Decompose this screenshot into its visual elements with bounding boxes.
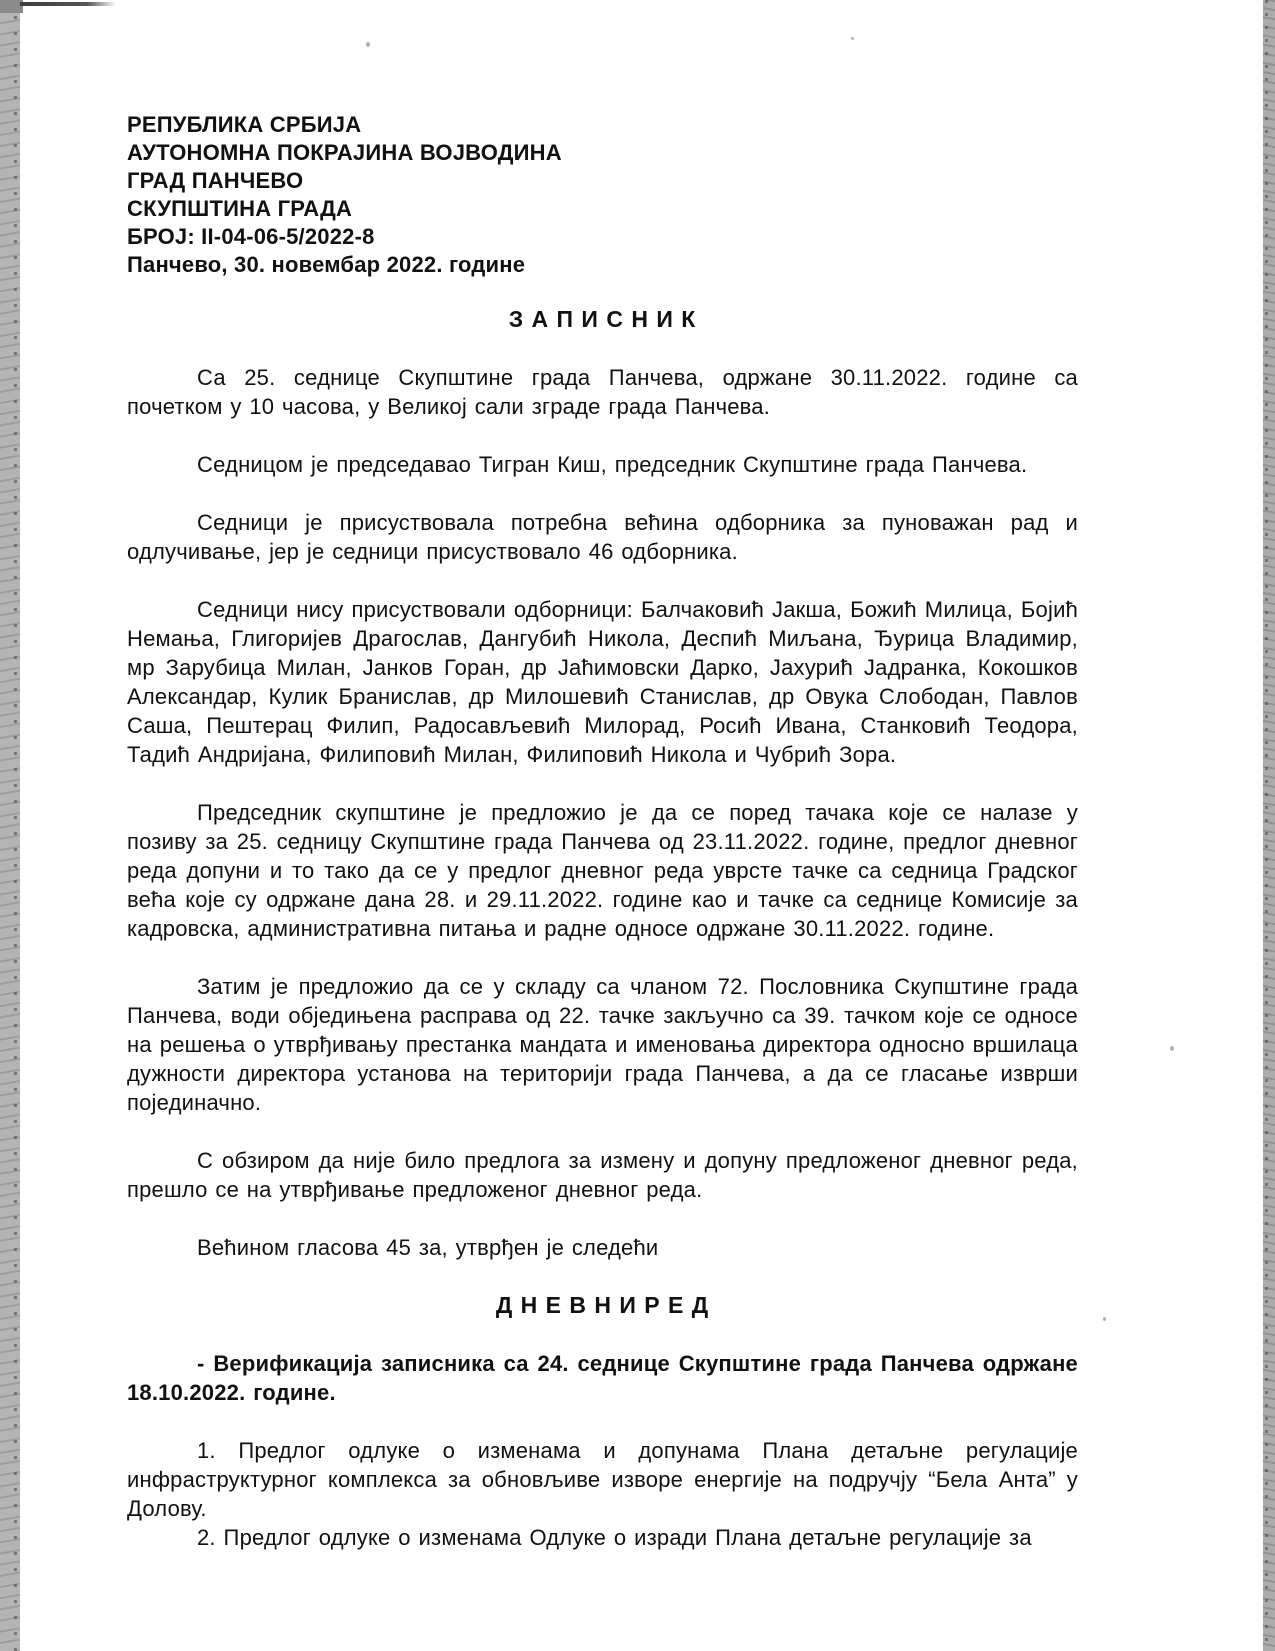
paragraph-no-amendments: С обзиром да није било предлога за измену и допуну предложеног дневног реда, прешло се на утврђивање предложеног дневног реда. (127, 1148, 1078, 1202)
agenda-verification-item: - Верификација записника са 24. седнице Скупштине града Панчева одржане 18.10.2022. године. (127, 1351, 1078, 1405)
header-line-city: ГРАД ПАНЧЕВО (127, 168, 304, 193)
header-line-assembly: СКУПШТИНА ГРАДА (127, 196, 353, 221)
paragraph-agenda-supplement-proposal: Председник скупштине је предложио је да се поред тачака које се налазе у позиву за 25. седницу Скупштине града Панчева од 23.11.2022. године, предлог дневног реда допуни и то тако да се у предлог дневног реда уврсте тачке са седница Градског већа које су одржане дана 28. и 29.11.2022. године као и тачке са седнице Комисије за кадровска, административна питања и радне односе одржане 30.11.2022. године. (127, 800, 1078, 941)
agenda-heading: Д Н Е В Н И Р Е Д (495, 1292, 710, 1318)
document-title: З А П И С Н И К (508, 306, 697, 332)
paragraph-absent-members: Седници нису присуствовали одборници: Балчаковић Јакша, Божић Милица, Бојић Немања, Глигоријев Драгослав, Дангубић Никола, Деспић Миљана, Ђурица Владимир, мр Зарубица Милан, Јанков Горан, др Јаћимовски Дарко, Јахурић Јадранка, Кокошков Александар, Кулик Бранислав, др Милошевић Станислав, др Овука Слободан, Павлов Саша, Пештерац Филип, Радосављевић Милорад, Росић Ивана, Станковић Теодора, Тадић Андријана, Филиповић Милан, Филиповић Никола и Чубрић Зора. (127, 597, 1078, 767)
document-header (127, 111, 1078, 279)
paragraph-quorum: Седници је присуствовала потребна већина одборника за пуноважан рад и одлучивање, јер је седници присуствовало 46 одборника. (127, 510, 1078, 564)
scan-speck (1170, 1046, 1174, 1051)
scan-artifact-top-line (20, 2, 116, 6)
scan-speck (1103, 1317, 1106, 1321)
scan-artifact-left-edge (0, 0, 20, 1651)
scan-speck (366, 42, 370, 47)
agenda-item-2: 2. Предлог одлуке о изменама Одлуке о изради Плана детаљне регулације за (197, 1525, 1032, 1550)
header-line-place-date: Панчево, 30. новембар 2022. године (127, 252, 526, 277)
paragraph-vote-result: Већином гласова 45 за, утврђен је следећи (197, 1235, 659, 1260)
header-line-case-number: БРОЈ: II-04-06-5/2022-8 (127, 224, 375, 249)
paragraph-joint-debate-proposal: Затим је предложио да се у складу са чланом 72. Пословника Скупштине града Панчева, води обједињена расправа од 22. тачке закључно са 39. тачком које се односе на решења о утврђивању престанка мандата и именовања директора односно вршилаца дужности директора установа на територији града Панчева, а да се гласање изврши појединачно. (127, 974, 1078, 1115)
paragraph-chairman: Седницом је председавао Тигран Киш, председник Скупштине града Панчева. (197, 452, 1028, 477)
paragraph-session-info: Са 25. седнице Скупштине града Панчева, одржане 30.11.2022. године са почетком у 10 часова, у Великој сали зграде града Панчева. (127, 365, 1078, 419)
header-line-republic: РЕПУБЛИКА СРБИЈА (127, 112, 362, 137)
scan-speck (851, 37, 854, 40)
agenda-item-1: 1. Предлог одлуке о изменама и допунама Плана детаљне регулације инфраструктурног комплекса за обновљиве изворе енергије на подручју “Бела Анта” у Долову. (127, 1438, 1078, 1521)
header-line-province: АУТОНОМНА ПОКРАЈИНА ВОЈВОДИНА (127, 140, 562, 165)
scan-artifact-right-edge (1263, 0, 1275, 1651)
document-content (127, 111, 1078, 1552)
